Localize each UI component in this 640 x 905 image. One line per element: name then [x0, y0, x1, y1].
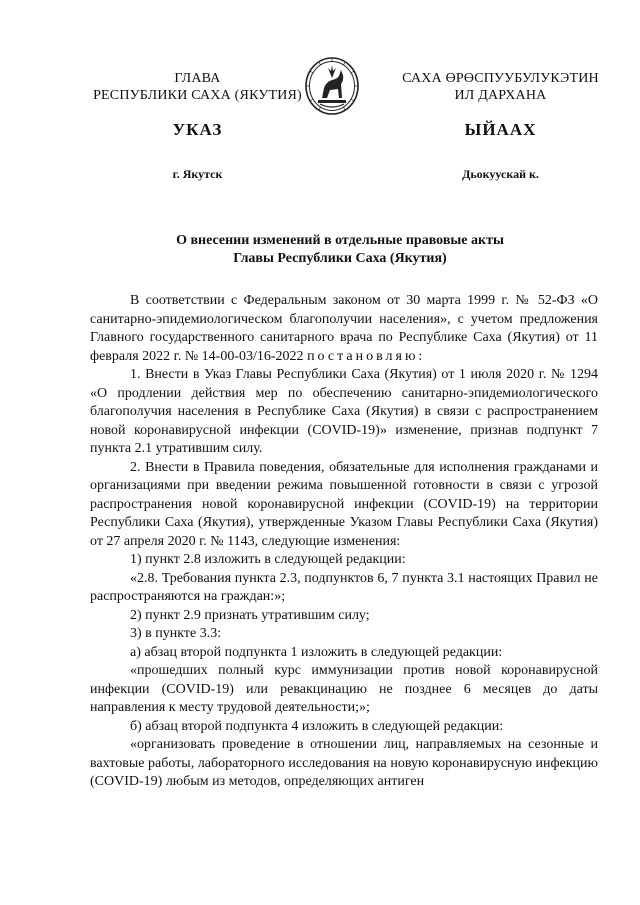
header-left-line2: РЕСПУБЛИКИ САХА (ЯКУТИЯ)	[93, 88, 302, 103]
header-left	[80, 70, 315, 104]
preamble-text: В соответствии с Федеральным законом от 30 марта 1999 г. № 52-ФЗ «О санитарно-эпидемиологическом благополучии населения», с учетом предложения Главного государственного санитарного врача по Республике Саха (Якутия) от 11 февраля 2022 г. № 14-00-03/16-2022	[90, 293, 598, 364]
paragraph: 2. Внести в Правила поведения, обязательные для исполнения гражданами и организациями при введении режима повышенной готовности в связи с угрозой распространения новой коронавирусной инфекции (COVID-19) на территории Республики Саха (Якутия), утвержденные Указом Главы Республики Саха (Якутия) от 27 апреля 2020 г. № 1143, следующие изменения:	[90, 459, 598, 549]
title-line2: Главы Республики Саха (Якутия)	[233, 251, 447, 266]
header-right-line2: ИЛ ДАРХАНА	[454, 88, 547, 103]
header-left-line1: ГЛАВА	[174, 71, 221, 86]
paragraph: а) абзац второй подпункта 1 изложить в следующей редакции:	[130, 644, 503, 660]
title-line1: О внесении изменений в отдельные правовые акты	[176, 233, 504, 248]
paragraph: «2.8. Требования пункта 2.3, подпунктов 6, 7 пункта 3.1 настоящих Правил не распространяются на граждан:»;	[90, 570, 598, 604]
document-body	[90, 292, 598, 792]
sakha-coat-of-arms-icon	[304, 56, 360, 116]
document-title	[90, 232, 590, 268]
paragraph: б) абзац второй подпункта 4 изложить в следующей редакции:	[130, 718, 504, 734]
paragraph: 3) в пункте 3.3:	[130, 626, 222, 641]
doc-type-right: ЫЙААХ	[464, 120, 537, 139]
header-right	[388, 70, 613, 104]
paragraph: 1) пункт 2.8 изложить в следующей редакции:	[130, 552, 406, 567]
doc-type-left: УКАЗ	[172, 120, 223, 139]
decree-word: постановляю:	[307, 348, 426, 364]
paragraph-preamble	[90, 292, 598, 366]
paragraph: 1. Внести в Указ Главы Республики Саха (Якутия) от 1 июля 2020 г. № 1294 «О продлении действия мер по обеспечению санитарно-эпидемиологического благополучия населения в Республике Саха (Якутия) в связи с распространением новой коронавирусной инфекции (COVID-19)» изменение, признав подпункт 7 пункта 2.1 утратившим силу.	[90, 367, 598, 456]
paragraph: «организовать проведение в отношении лиц, направляемых на сезонные и вахтовые работы, лабораторного исследования на новую коронавирусную инфекцию (COVID-19) любым из методов, определяющих антиген	[90, 737, 598, 789]
paragraph: «прошедших полный курс иммунизации против новой коронавирусной инфекции (COVID-19) или ревакцинацию не позднее 6 месяцев до даты направления к месту трудовой деятельности;»;	[90, 663, 598, 715]
city-left: г. Якутск	[172, 167, 223, 181]
paragraph: 2) пункт 2.9 признать утратившим силу;	[130, 607, 370, 623]
city-right: Дьокуускай к.	[462, 167, 539, 181]
header-right-line1: САХА ӨРӨСПУУБУЛУКЭТИН	[402, 71, 599, 86]
